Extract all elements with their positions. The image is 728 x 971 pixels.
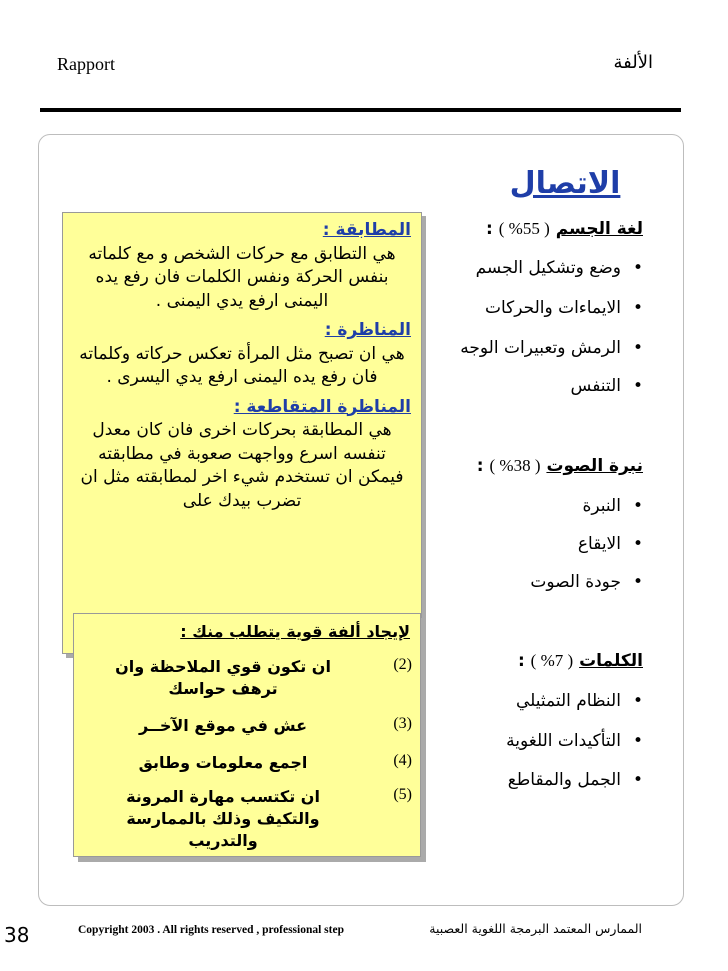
words-item: •الجمل والمقاطع	[507, 770, 643, 790]
body-language-colon: :	[486, 219, 493, 239]
voice-colon: :	[476, 456, 484, 476]
requirement-item: (5) ان تكتسب مهارة المرونة والتكيف وذلك بالممارسة والتدريب	[126, 786, 412, 850]
body-language-item: •الرمش وتعبيرات الوجه	[460, 338, 643, 358]
words-item: •التأكيدات اللغوية	[506, 731, 643, 751]
voice-name: نبرة الصوت	[546, 456, 643, 476]
body-language-heading	[486, 219, 643, 239]
cross-mirroring-text: هي المطابقة بحركات اخرى فان كان معدل تنفسه اسرع وواجهت صعوبة في مطابقته فيمكن ان تستخدم شيء اخر لمطابقته مثل ان تضرب بيدك على	[80, 420, 404, 511]
voice-item: •جودة الصوت	[530, 572, 643, 592]
body-language-name: لغة الجسم	[555, 219, 643, 239]
words-item: •النظام التمثيلي	[515, 691, 643, 711]
rapport-requirements-box	[73, 613, 421, 857]
words-percent: ( 7% )	[530, 651, 574, 670]
words-heading	[518, 651, 643, 671]
voice-item: •الايقاع	[577, 534, 643, 554]
matching-heading: المطابقة :	[322, 220, 411, 240]
voice-item: •النبرة	[582, 496, 643, 516]
requirements-heading: لإيجاد ألفة قوية يتطلب منك :	[180, 622, 410, 641]
footer-arabic-text: الممارس المعتمد البرمجة اللغوية العصبية	[429, 921, 642, 936]
cross-mirroring-heading: المناظرة المتقاطعة :	[233, 396, 411, 417]
body-language-item: •التنفس	[570, 376, 643, 396]
header-left-title: Rapport	[57, 54, 115, 74]
words-colon: :	[517, 651, 525, 671]
copyright-text: Copyright 2003 . All rights reserved , professional step	[78, 924, 344, 936]
definitions-box	[62, 212, 422, 654]
requirement-item: (2) ان تكون قوي الملاحظة وان ترهف حواسك	[115, 656, 412, 698]
voice-heading	[477, 456, 643, 476]
requirement-item: (4) اجمع معلومات وطابق	[138, 752, 412, 772]
body-language-percent: ( 55% )	[498, 219, 550, 238]
header-divider	[40, 108, 681, 112]
page-title: الاتصال	[509, 166, 621, 201]
page-number: 38	[4, 923, 30, 947]
body-language-item: •وضع وتشكيل الجسم	[475, 258, 643, 278]
requirement-item: (3) عش في موقع الآخــر	[138, 715, 412, 735]
body-language-item: •الايماءات والحركات	[484, 298, 643, 318]
voice-percent: ( 38% )	[489, 456, 541, 475]
header-right-title: الألفة	[613, 52, 653, 73]
words-name: الكلمات	[579, 651, 643, 671]
matching-text: هي التطابق مع حركات الشخص و مع كلماته بنفس الحركة ونفس الكلمات فان رفع يده اليمنى ارفع يدي اليمنى .	[88, 243, 396, 311]
mirroring-text: هي ان تصبح مثل المرأة تعكس حركاته وكلماته فان رفع يده اليمنى ارفع يدي اليسرى .	[79, 343, 405, 387]
mirroring-heading: المناظرة :	[324, 320, 411, 340]
